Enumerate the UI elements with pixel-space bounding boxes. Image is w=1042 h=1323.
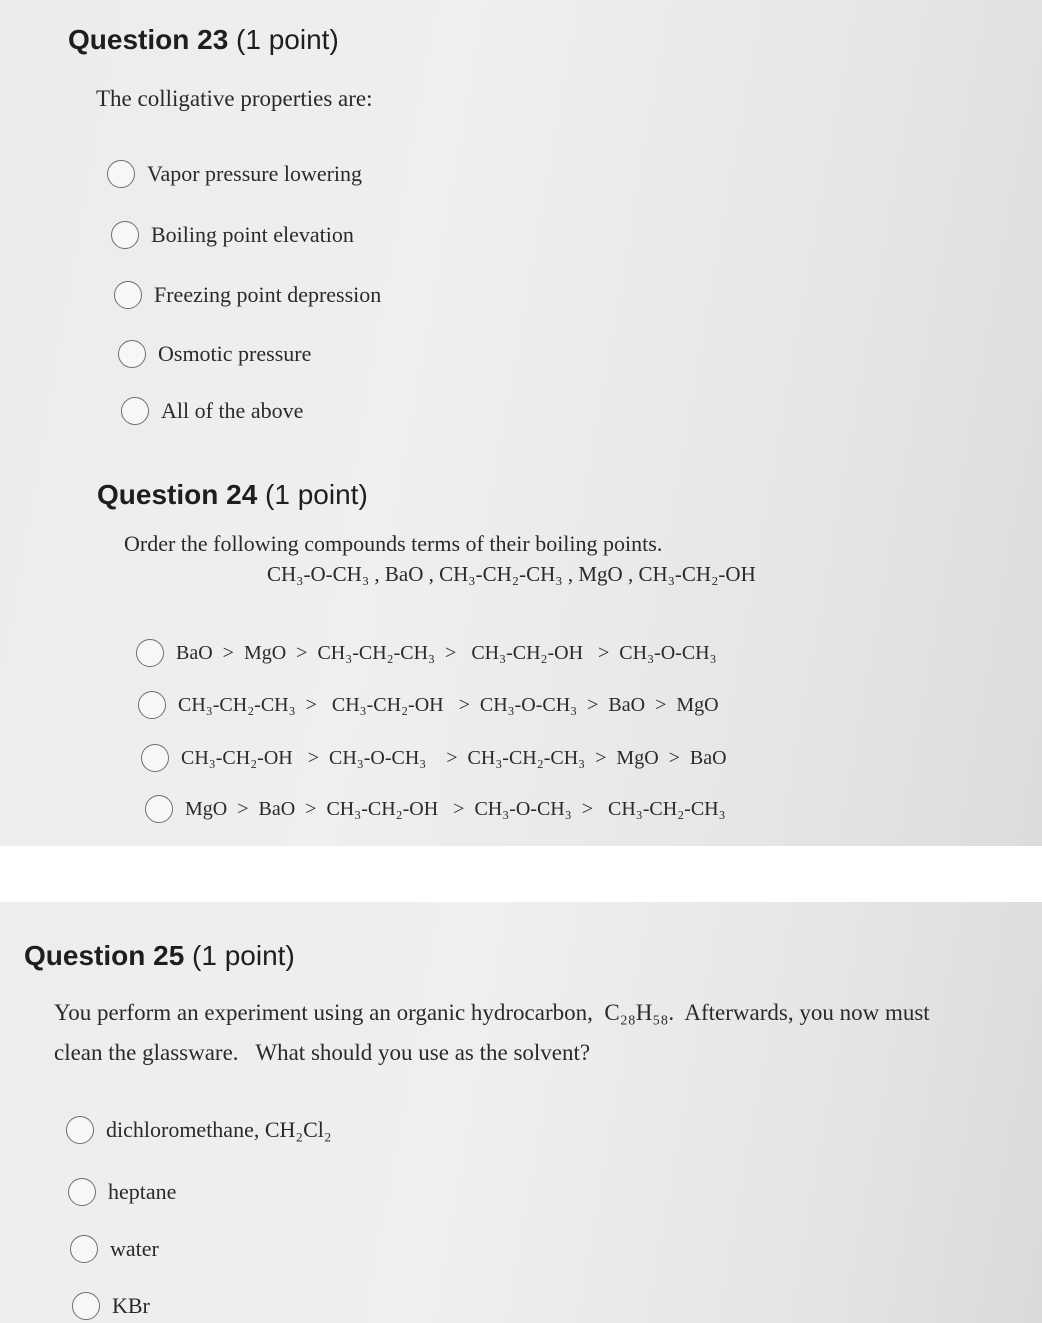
question-25-title: Question 25 (1 point)	[24, 940, 295, 971]
option-label: dichloromethane, CH₂Cl₂	[106, 1117, 332, 1142]
question-23-title: Question 23 (1 point)	[68, 24, 339, 55]
q25-option-dichloromethane[interactable]	[66, 1116, 332, 1144]
question-24-compounds: CH₃-O-CH₃ , BaO , CH₃-CH₂-CH₃ , MgO , CH₃-CH₂-OH	[267, 562, 756, 586]
radio-button[interactable]	[145, 795, 173, 823]
option-label: BaO > MgO > CH₃-CH₂-CH₃ > CH₃-CH₂-OH > CH₃-O-CH₃	[176, 641, 717, 664]
radio-button[interactable]	[114, 281, 142, 309]
radio-button[interactable]	[107, 160, 135, 188]
q25-option-water[interactable]	[70, 1235, 159, 1263]
q24-option-a[interactable]	[136, 639, 717, 667]
q24-option-b[interactable]	[138, 691, 719, 719]
radio-button[interactable]	[68, 1178, 96, 1206]
option-label: CH₃-CH₂-CH₃ > CH₃-CH₂-OH > CH₃-O-CH₃ > BaO > MgO	[178, 693, 719, 716]
option-label: MgO > BaO > CH₃-CH₂-OH > CH₃-O-CH₃ > CH₃-CH₂-CH₃	[185, 797, 726, 820]
radio-button[interactable]	[138, 691, 166, 719]
question-24-prompt: Order the following compounds terms of their boiling points.	[124, 531, 663, 556]
radio-button[interactable]	[141, 744, 169, 772]
q23-option-osmotic-pressure[interactable]	[118, 340, 311, 368]
question-25-prompt-line-1: You perform an experiment using an organic hydrocarbon, C₂₈H₅₈. Afterwards, you now must	[54, 1000, 930, 1025]
option-label: heptane	[108, 1179, 177, 1204]
option-label: Osmotic pressure	[158, 341, 312, 366]
q25-option-heptane[interactable]	[68, 1178, 176, 1206]
radio-button[interactable]	[70, 1235, 98, 1263]
radio-button[interactable]	[66, 1116, 94, 1144]
option-label: Freezing point depression	[154, 282, 382, 307]
option-label: water	[110, 1236, 159, 1261]
q23-option-vapor-pressure[interactable]	[107, 160, 362, 188]
option-label: CH₃-CH₂-OH > CH₃-O-CH₃ > CH₃-CH₂-CH₃ > MgO > BaO	[181, 746, 727, 769]
option-label: Vapor pressure lowering	[147, 161, 363, 186]
q24-option-c[interactable]	[141, 744, 727, 772]
question-24-title: Question 24 (1 point)	[97, 479, 368, 510]
radio-button[interactable]	[118, 340, 146, 368]
q23-option-freezing-point[interactable]	[114, 281, 381, 309]
option-label: Boiling point elevation	[151, 222, 354, 247]
option-label: KBr	[112, 1293, 150, 1318]
q24-option-d[interactable]	[145, 795, 726, 823]
q25-option-kbr[interactable]	[72, 1292, 150, 1320]
q23-option-boiling-point[interactable]	[111, 221, 354, 249]
radio-button[interactable]	[136, 639, 164, 667]
radio-button[interactable]	[111, 221, 139, 249]
option-label: All of the above	[161, 398, 304, 423]
question-23-prompt: The colligative properties are:	[96, 86, 373, 111]
q23-option-all-of-the-above[interactable]	[121, 397, 303, 425]
question-panel-bottom	[0, 902, 1042, 1323]
question-25-prompt-line-2: clean the glassware. What should you use as the solvent?	[54, 1040, 591, 1065]
radio-button[interactable]	[72, 1292, 100, 1320]
radio-button[interactable]	[121, 397, 149, 425]
